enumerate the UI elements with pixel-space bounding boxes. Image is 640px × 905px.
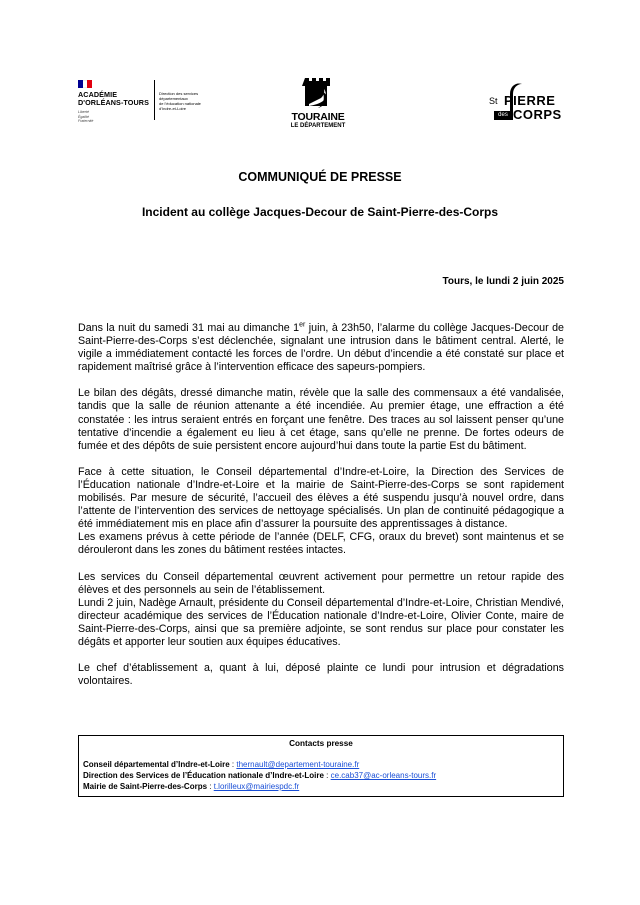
- press-release-body: [78, 322, 564, 701]
- republic-motto: [78, 110, 93, 124]
- paragraph-exams: Les examens prévus à cette période de l’année (DELF, CFG, oraux du brevet) sont maintenus et se dérouleront dans les zones du bâtiment restées intactes.: [78, 531, 564, 557]
- logo-divider: [154, 80, 155, 120]
- academie-name-line1: ACADÉMIE: [78, 90, 118, 99]
- contact-conseil: [83, 760, 359, 770]
- motto-liberte: Liberté: [78, 110, 89, 114]
- p1-text-end: juin, à 23h50, l’alarme du collège Jacques-Decour de Saint-Pierre-des-Corps s’est déclenchée, signalant une intrusion dans le bâtiment central. Alerté, le vigile a immédiatement contacté les forces de l’ordre. Un début d’incendie a été constaté sur place et rapidement maîtrisé grâce à l’intervention efficace des sapeurs-pompiers.: [78, 322, 564, 374]
- contact-label: Mairie de Saint-Pierre-des-Corps: [83, 782, 208, 791]
- publication-date: Tours, le lundi 2 juin 2025: [442, 276, 564, 287]
- p1-text-start: Dans la nuit du samedi 31 mai au dimanche 1: [78, 322, 300, 334]
- press-contacts-box: [78, 735, 564, 797]
- paragraph-complaint: Le chef d’établissement a, quant à lui, déposé plainte ce lundi pour intrusion et dégradations volontaires.: [78, 662, 564, 688]
- contact-separator: :: [229, 760, 237, 769]
- motto-fraternite: Fraternité: [78, 119, 94, 124]
- contact-email-link[interactable]: t.lorilleux@mairiespdc.fr: [213, 782, 300, 791]
- spdc-des: des: [494, 111, 512, 120]
- spdc-pierre: PIERRE: [504, 93, 556, 108]
- contact-label: Direction des Services de l’Éducation nationale d’Indre-et-Loire: [83, 771, 324, 780]
- touraine-logo: [283, 76, 353, 132]
- p1-superscript: er: [299, 321, 306, 329]
- division-line1: Direction des services départementaux: [159, 91, 199, 101]
- contact-label: Conseil départemental d’Indre-et-Loire: [83, 760, 230, 769]
- academie-name-line2: D'ORLÉANS-TOURS: [78, 98, 149, 107]
- division-line3: d'Indre-et-Loire: [159, 106, 186, 111]
- contact-separator: :: [207, 782, 214, 791]
- contacts-title: Contacts presse: [289, 739, 353, 748]
- touraine-name: TOURAINE: [291, 111, 345, 123]
- contact-email-link[interactable]: thernault@departement-touraine.fr: [236, 760, 360, 769]
- spdc-corps: CORPS: [513, 107, 562, 122]
- paragraph-damage: Le bilan des dégâts, dressé dimanche matin, révèle que la salle des commensaux a été vandalisée, tandis que la salle de réunion attenante a été incendiée. Au premier étage, une effraction a été constatée : les intrus seraient entrés en forçant une fenêtre. Des traces au sol laissent penser qu’une tentative d’incendie a également eu lieu à cet étage, sans qu’elle ne prenne. De fortes odeurs de fumée et des dépôts de suie persistent encore aujourd’hui dans toute la partie Est du bâtiment.: [78, 387, 564, 452]
- contact-mairie: [83, 782, 299, 792]
- page-title: COMMUNIQUÉ DE PRESSE: [238, 170, 402, 184]
- paragraph-services: Les services du Conseil départemental œuvrent activement pour permettre un retour rapide des élèves et des personnels au sein de l’établissement.: [78, 570, 564, 596]
- division-line2: de l'éducation nationale: [159, 101, 201, 106]
- french-flag-icon: [78, 80, 92, 88]
- paragraph-visit: Lundi 2 juin, Nadège Arnault, présidente du Conseil départemental d’Indre-et-Loire, Christian Mendivé, directeur académique des services de l’Éducation nationale d’Indre-et-Loire, Olivier Conte, maire de Saint-Pierre-des-Corps, ainsi que sa première adjointe, se sont rendus sur place pour constater les dégâts et apporter leur soutien aux équipes éducatives.: [78, 596, 564, 648]
- contact-email-link[interactable]: ce.cab37@ac-orleans-tours.fr: [330, 771, 437, 780]
- contact-separator: :: [323, 771, 331, 780]
- academie-division: [159, 91, 223, 111]
- page-subtitle: Incident au collège Jacques-Decour de Saint-Pierre-des-Corps: [141, 205, 499, 219]
- paragraph-response: Face à cette situation, le Conseil départemental d’Indre-et-Loire, la Direction des Services de l’Éducation nationale d’Indre-et-Loire et la mairie de Saint-Pierre-des-Corps se sont rapidement mobilisés. Par mesure de sécurité, l’accueil des élèves a été suspendu jusqu’à nouvel ordre, dans l’attente de l’intervention des services de nettoyage spécialisés. Un plan de continuité pédagogique a été immédiatement mis en place afin d’assurer la poursuite des apprentissages à distance.: [78, 465, 564, 531]
- academie-name: [78, 91, 149, 107]
- spdc-logo: [480, 82, 560, 126]
- academie-logo: [78, 80, 163, 135]
- tower-icon: [283, 76, 353, 112]
- spdc-st: St: [489, 96, 498, 106]
- motto-egalite: Égalité: [78, 114, 89, 119]
- paragraph-incident: [78, 322, 564, 374]
- contact-education: [83, 771, 436, 781]
- touraine-subtitle: LE DÉPARTEMENT: [290, 123, 346, 129]
